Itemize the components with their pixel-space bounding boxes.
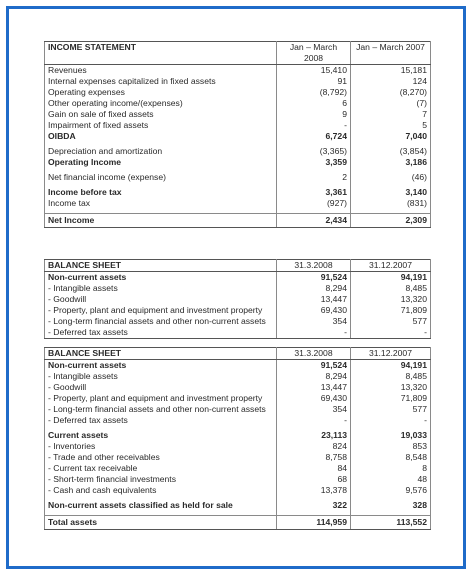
row-value: 68: [277, 474, 351, 485]
balance-sheet-table-full: [44, 347, 431, 530]
table-row-subtotal: [45, 187, 431, 198]
column-header-2008: 31.3.2008: [277, 260, 351, 272]
row-value: 2,434: [277, 214, 351, 228]
table-row: [45, 474, 431, 485]
row-value: 13,320: [351, 382, 431, 393]
row-value: 2: [277, 172, 351, 183]
row-label: Other operating income/(expenses): [45, 98, 277, 109]
table-row-subtotal: [45, 360, 431, 372]
row-value: 8: [351, 463, 431, 474]
row-label: Non-current assets classified as held for sale: [45, 500, 277, 511]
row-value: 8,294: [277, 283, 351, 294]
table-title: BALANCE SHEET: [45, 348, 277, 360]
table-row: [45, 65, 431, 77]
row-value: (8,792): [277, 87, 351, 98]
row-value: 322: [277, 500, 351, 511]
row-value: 71,809: [351, 393, 431, 404]
table-row: [45, 76, 431, 87]
row-value: 853: [351, 441, 431, 452]
row-label: - Intangible assets: [45, 371, 277, 382]
row-value: (7): [351, 98, 431, 109]
table-row-subtotal: [45, 430, 431, 441]
row-value: (831): [351, 198, 431, 209]
table-row: [45, 109, 431, 120]
table-row: [45, 371, 431, 382]
row-value: 19,033: [351, 430, 431, 441]
row-label: - Long-term financial assets and other non-current assets: [45, 404, 277, 415]
row-label: - Goodwill: [45, 382, 277, 393]
row-value: 2,309: [351, 214, 431, 228]
row-value: 69,430: [277, 393, 351, 404]
row-label: Impairment of fixed assets: [45, 120, 277, 131]
row-value: 577: [351, 316, 431, 327]
row-label: Operating Income: [45, 157, 277, 168]
row-value: 13,378: [277, 485, 351, 496]
column-header-2007: Jan – March 2007: [351, 42, 431, 65]
row-value: 13,320: [351, 294, 431, 305]
row-label: Operating expenses: [45, 87, 277, 98]
row-label: Net Income: [45, 214, 277, 228]
column-header-2007: 31.12.2007: [351, 260, 431, 272]
table-row: [45, 198, 431, 209]
row-value: 6: [277, 98, 351, 109]
table-row: [45, 98, 431, 109]
row-value: 69,430: [277, 305, 351, 316]
row-label: Depreciation and amortization: [45, 146, 277, 157]
row-value: 15,181: [351, 65, 431, 77]
row-value: 15,410: [277, 65, 351, 77]
table-row: [45, 146, 431, 157]
row-value: 824: [277, 441, 351, 452]
row-value: 84: [277, 463, 351, 474]
row-label: Net financial income (expense): [45, 172, 277, 183]
balance-sheet-table: [44, 259, 431, 339]
table-header-row: [45, 260, 431, 272]
row-label: - Property, plant and equipment and investment property: [45, 305, 277, 316]
table-row: [45, 485, 431, 496]
row-value: 13,447: [277, 382, 351, 393]
row-value: 124: [351, 76, 431, 87]
row-value: 71,809: [351, 305, 431, 316]
row-value: 7,040: [351, 131, 431, 142]
row-label: - Goodwill: [45, 294, 277, 305]
row-value: 354: [277, 316, 351, 327]
table-row: [45, 172, 431, 183]
table-row: [45, 382, 431, 393]
column-header-2007: 31.12.2007: [351, 348, 431, 360]
row-label: Revenues: [45, 65, 277, 77]
table-title: BALANCE SHEET: [45, 260, 277, 272]
row-value: 9,576: [351, 485, 431, 496]
row-label: - Property, plant and equipment and investment property: [45, 393, 277, 404]
row-label: Non-current assets: [45, 272, 277, 284]
row-label: - Deferred tax assets: [45, 327, 277, 339]
table-row: [45, 327, 431, 339]
row-value: 48: [351, 474, 431, 485]
table-row: [45, 294, 431, 305]
row-label: Income tax: [45, 198, 277, 209]
row-value: -: [277, 415, 351, 426]
row-value: 3,140: [351, 187, 431, 198]
table-row: [45, 393, 431, 404]
row-value: 9: [277, 109, 351, 120]
row-value: 91,524: [277, 272, 351, 284]
row-label: Total assets: [45, 516, 277, 530]
table-row-subtotal: [45, 157, 431, 168]
row-value: -: [277, 120, 351, 131]
table-row: [45, 463, 431, 474]
row-value: 94,191: [351, 272, 431, 284]
row-value: 91,524: [277, 360, 351, 372]
table-row-subtotal: [45, 272, 431, 284]
row-value: 5: [351, 120, 431, 131]
row-label: - Trade and other receivables: [45, 452, 277, 463]
row-value: 577: [351, 404, 431, 415]
row-value: (927): [277, 198, 351, 209]
table-row: [45, 452, 431, 463]
row-value: 8,758: [277, 452, 351, 463]
row-value: 91: [277, 76, 351, 87]
row-value: (46): [351, 172, 431, 183]
row-value: 3,361: [277, 187, 351, 198]
row-value: 8,548: [351, 452, 431, 463]
table-row: [45, 404, 431, 415]
row-value: 328: [351, 500, 431, 511]
row-label: Internal expenses capitalized in fixed assets: [45, 76, 277, 87]
table-title: INCOME STATEMENT: [45, 42, 277, 65]
row-value: 114,959: [277, 516, 351, 530]
row-value: (8,270): [351, 87, 431, 98]
table-row: [45, 441, 431, 452]
row-label: - Short-term financial investments: [45, 474, 277, 485]
row-label: - Current tax receivable: [45, 463, 277, 474]
table-row-subtotal: [45, 500, 431, 511]
column-header-2008: 31.3.2008: [277, 348, 351, 360]
row-value: -: [351, 327, 431, 339]
table-row: [45, 87, 431, 98]
row-value: -: [351, 415, 431, 426]
table-row: [45, 316, 431, 327]
table-row: [45, 120, 431, 131]
row-value: 23,113: [277, 430, 351, 441]
row-value: (3,365): [277, 146, 351, 157]
row-value: 7: [351, 109, 431, 120]
income-statement-table: [44, 41, 431, 228]
row-label: Current assets: [45, 430, 277, 441]
row-label: - Cash and cash equivalents: [45, 485, 277, 496]
row-value: 3,359: [277, 157, 351, 168]
column-header-2008: Jan – March 2008: [277, 42, 351, 65]
row-value: 8,294: [277, 371, 351, 382]
row-label: - Deferred tax assets: [45, 415, 277, 426]
table-row: [45, 415, 431, 426]
row-label: OIBDA: [45, 131, 277, 142]
table-row-total: [45, 516, 431, 530]
row-value: 8,485: [351, 371, 431, 382]
table-row: [45, 305, 431, 316]
row-value: -: [277, 327, 351, 339]
row-label: - Long-term financial assets and other non-current assets: [45, 316, 277, 327]
row-label: - Inventories: [45, 441, 277, 452]
row-value: 6,724: [277, 131, 351, 142]
row-label: Gain on sale of fixed assets: [45, 109, 277, 120]
row-value: 354: [277, 404, 351, 415]
table-row-subtotal: [45, 131, 431, 142]
row-value: (3,854): [351, 146, 431, 157]
table-row: [45, 283, 431, 294]
row-label: - Intangible assets: [45, 283, 277, 294]
row-value: 3,186: [351, 157, 431, 168]
row-value: 13,447: [277, 294, 351, 305]
table-header-row: [45, 348, 431, 360]
row-label: Income before tax: [45, 187, 277, 198]
row-label: Non-current assets: [45, 360, 277, 372]
table-row-total: [45, 214, 431, 228]
row-value: 113,552: [351, 516, 431, 530]
row-value: 94,191: [351, 360, 431, 372]
row-value: 8,485: [351, 283, 431, 294]
table-header-row: [45, 42, 431, 65]
